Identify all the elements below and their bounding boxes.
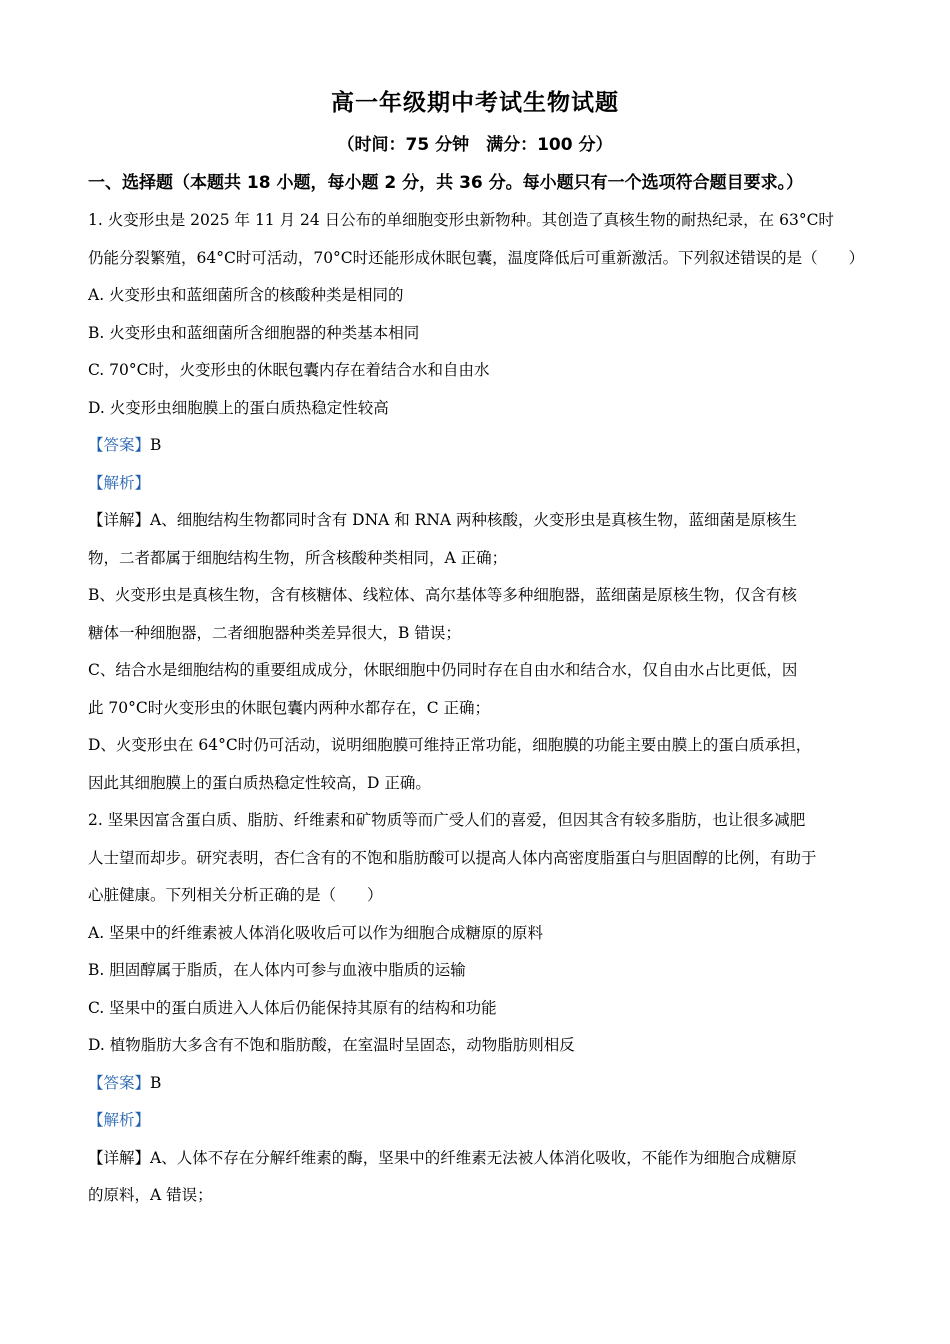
option-b: B. 胆固醇属于脂质，在人体内可参与血液中脂质的运输 — [88, 961, 466, 979]
option-d: D. 植物脂肪大多含有不饱和脂肪酸，在室温时呈固态，动物脂肪则相反 — [88, 1036, 575, 1054]
answer-tag: 【答案】 — [88, 1073, 151, 1092]
detail-line: C、结合水是细胞结构的重要组成成分，休眠细胞中仍同时存在自由水和结合水，仅自由水占比更低，因 — [88, 661, 798, 679]
detail-tag: 【详解】 — [88, 1148, 151, 1167]
answer-value: B — [150, 436, 162, 454]
answer-line — [88, 427, 868, 465]
detail-line: 的原料，A 错误； — [88, 1186, 213, 1204]
question-stem-line: 2. 坚果因富含蛋白质、脂肪、纤维素和矿物质等而广受人们的喜爱，但因其含有较多脂肪，也让很多减肥 — [88, 811, 806, 829]
analysis-line — [88, 1102, 868, 1140]
question-stem-line: 心脏健康。下列相关分析正确的是（ ） — [88, 886, 383, 904]
detail-line: 物，二者都属于细胞结构生物，所含核酸种类相同，A 正确； — [88, 548, 508, 567]
detail-line: 此 70°C时火变形虫的休眠包囊内两种水都存在，C 正确； — [88, 698, 491, 717]
option-d: D. 火变形虫细胞膜上的蛋白质热稳定性较高 — [88, 398, 389, 417]
question-stem-line: 1. 火变形虫是 2025 年 11 月 24 日公布的单细胞变形虫新物种。其创造了真核生物的耐热纪录，在 63°C时 — [88, 211, 834, 229]
analysis-tag: 【解析】 — [88, 473, 151, 492]
detail-line: D、火变形虫在 64°C时仍可活动，说明细胞膜可维持正常功能，细胞膜的功能主要由膜上的蛋白质承担， — [88, 736, 812, 754]
option-a: A. 火变形虫和蓝细菌所含的核酸种类是相同的 — [88, 286, 404, 304]
exam-info: （时间：75 分钟 满分：100 分） — [337, 135, 613, 155]
answer-value: B — [150, 1073, 162, 1092]
option-a: A. 坚果中的纤维素被人体消化吸收后可以作为细胞合成糖原的原料 — [88, 923, 544, 942]
question-1 — [88, 202, 868, 802]
detail-line: B、火变形虫是真核生物，含有核糖体、线粒体、高尔基体等多种细胞器，蓝细菌是原核生物，仅含有核 — [88, 586, 797, 604]
option-b: B. 火变形虫和蓝细菌所含细胞器的种类基本相同 — [88, 323, 420, 342]
question-list — [88, 202, 868, 1215]
analysis-tag: 【解析】 — [88, 1111, 151, 1129]
detail-text: A、细胞结构生物都同时含有 DNA 和 RNA 两种核酸，火变形虫是真核生物，蓝细菌是原核生 — [150, 511, 798, 529]
option-c: C. 坚果中的蛋白质进入人体后仍能保持其原有的结构和功能 — [88, 998, 497, 1017]
detail-line: 因此其细胞膜上的蛋白质热稳定性较高，D 正确。 — [88, 773, 431, 792]
option-c: C. 70°C时，火变形虫的休眠包囊内存在着结合水和自由水 — [88, 361, 490, 379]
question-stem-line: 人士望而却步。研究表明，杏仁含有的不饱和脂肪酸可以提高人体内高密度脂蛋白与胆固醇的比例，有助于 — [88, 848, 817, 867]
detail-line — [88, 1140, 868, 1178]
page-title: 高一年级期中考试生物试题 — [331, 90, 619, 116]
analysis-line — [88, 465, 868, 503]
answer-tag: 【答案】 — [88, 436, 151, 454]
detail-line — [88, 502, 868, 540]
detail-text: A、人体不存在分解纤维素的酶，坚果中的纤维素无法被人体消化吸收，不能作为细胞合成糖原 — [150, 1148, 797, 1167]
question-2 — [88, 802, 868, 1215]
detail-tag: 【详解】 — [88, 511, 151, 529]
question-stem-line: 仍能分裂繁殖，64°C时可活动，70°C时还能形成休眠包囊，温度降低后可重新激活。下列叙述错误的是（ ） — [88, 248, 865, 267]
detail-line: 糖体一种细胞器，二者细胞器种类差异很大，B 错误； — [88, 623, 461, 642]
answer-line — [88, 1065, 868, 1103]
section-heading: 一、选择题（本题共 18 小题，每小题 2 分，共 36 分。每小题只有一个选项符合题目要求。） — [88, 173, 804, 193]
